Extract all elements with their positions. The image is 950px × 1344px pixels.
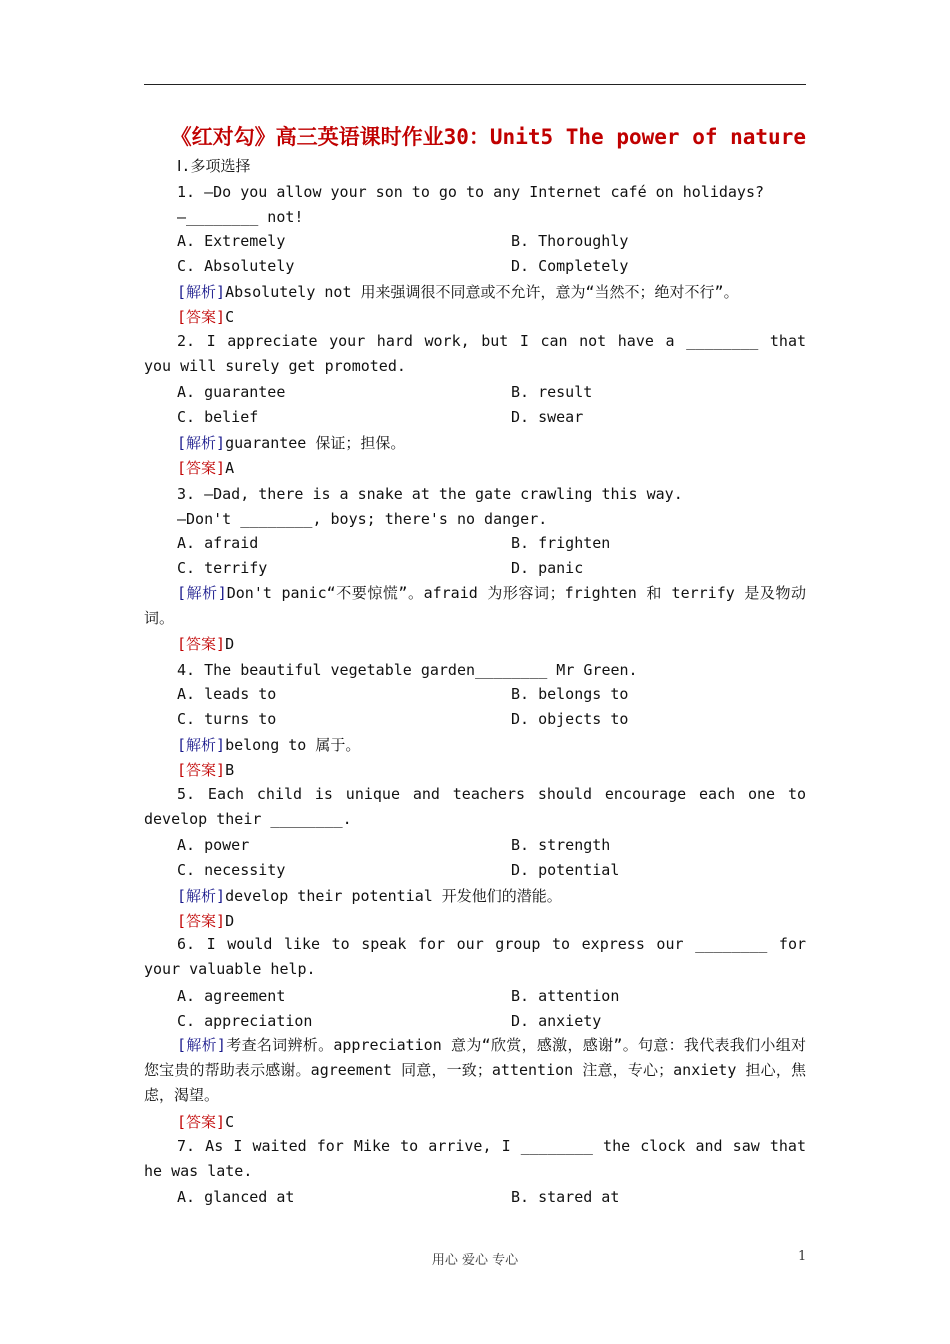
q2-option-a: A. guarantee	[177, 383, 286, 401]
q2-stem: 2. I appreciate your hard work, but I can not have a ________ that you will surely get promoted.	[144, 332, 806, 375]
q3-reply: —Don't ________, boys; there's no danger.	[177, 510, 548, 528]
q1-option-a: A. Extremely	[177, 232, 286, 250]
q5-explanation	[177, 886, 562, 906]
q2-explanation	[177, 433, 405, 453]
q6-option-b: B. attention	[511, 987, 620, 1005]
page-number: 1	[798, 1249, 807, 1264]
q5-option-c: C. necessity	[177, 861, 286, 879]
explanation-tag: [解析]	[177, 1036, 226, 1054]
q4-option-d: D. objects to	[511, 710, 629, 728]
explanation-text: Absolutely not 用来强调很不同意或不允许，意为“当然不；绝对不行”。	[225, 283, 739, 301]
q1-option-d: D. Completely	[511, 257, 629, 275]
q4-option-c: C. turns to	[177, 710, 277, 728]
q5-option-d: D. potential	[511, 861, 620, 879]
q2-option-d: D. swear	[511, 408, 584, 426]
answer-text: C	[225, 1113, 235, 1131]
q7-option-a: A. glanced at	[177, 1188, 295, 1206]
answer-text: C	[225, 308, 235, 326]
answer-text: D	[225, 635, 235, 653]
explanation-text: Don't panic“不要惊慌”。afraid 为形容词；frighten 和 terrify 是及物动词。	[144, 584, 807, 627]
q4-option-b: B. belongs to	[511, 685, 629, 703]
q1-reply: —________ not!	[177, 208, 304, 226]
q3-option-c: C. terrify	[177, 559, 268, 577]
q3-option-d: D. panic	[511, 559, 584, 577]
q1-option-c: C. Absolutely	[177, 257, 295, 275]
q2-answer	[177, 458, 234, 478]
answer-text: A	[225, 459, 235, 477]
q5-answer	[177, 911, 234, 931]
explanation-text: develop their potential 开发他们的潜能。	[225, 887, 562, 905]
q1-option-b: B. Thoroughly	[511, 232, 629, 250]
answer-tag: [答案]	[177, 459, 226, 477]
q7-stem: 7. As I waited for Mike to arrive, I ________ the clock and saw that he was late.	[144, 1137, 806, 1180]
q1-stem: 1. —Do you allow your son to go to any Internet café on holidays?	[177, 183, 764, 201]
q1-answer	[177, 307, 234, 327]
header-rule	[144, 84, 806, 85]
q2-option-b: B. result	[511, 383, 593, 401]
answer-tag: [答案]	[177, 1113, 226, 1131]
q5-stem: 5. Each child is unique and teachers should encourage each one to develop their ________.	[144, 785, 806, 828]
q6-stem: 6. I would like to speak for our group to express our ________ for your valuable help.	[144, 935, 806, 978]
q6-option-d: D. anxiety	[511, 1012, 602, 1030]
q3-option-a: A. afraid	[177, 534, 259, 552]
explanation-tag: [解析]	[177, 887, 226, 905]
explanation-tag: [解析]	[177, 434, 226, 452]
q5-option-a: A. power	[177, 836, 250, 854]
q2-option-c: C. belief	[177, 408, 259, 426]
explanation-text: belong to 属于。	[225, 736, 361, 754]
q6-answer	[177, 1112, 234, 1132]
q4-explanation	[177, 735, 360, 755]
q6-option-c: C. appreciation	[177, 1012, 313, 1030]
q3-explanation	[144, 581, 806, 631]
answer-tag: [答案]	[177, 635, 226, 653]
q1-explanation	[177, 282, 739, 302]
q6-explanation	[144, 1033, 806, 1108]
explanation-text: guarantee 保证；担保。	[225, 434, 406, 452]
q5-option-b: B. strength	[511, 836, 611, 854]
page-title: 《红对勾》高三英语课时作业30：Unit5 The power of nature	[170, 125, 806, 149]
answer-tag: [答案]	[177, 308, 226, 326]
answer-tag: [答案]	[177, 761, 226, 779]
answer-tag: [答案]	[177, 912, 226, 930]
explanation-tag: [解析]	[177, 736, 226, 754]
answer-text: D	[225, 912, 235, 930]
q7-option-b: B. stared at	[511, 1188, 620, 1206]
answer-text: B	[225, 761, 235, 779]
q4-answer	[177, 760, 234, 780]
section-heading: Ⅰ.多项选择	[177, 157, 251, 175]
q6-option-a: A. agreement	[177, 987, 286, 1005]
explanation-tag: [解析]	[177, 283, 226, 301]
q3-option-b: B. frighten	[511, 534, 611, 552]
explanation-text: 考查名词辨析。appreciation 意为“欣赏，感激，感谢”。句意：我代表我们小组对您宝贵的帮助表示感谢。agreement 同意，一致；attention 注意，专心；anxiety 担心，焦虑，渴望。	[144, 1036, 807, 1104]
page-footer: 用心 爱心 专心	[431, 1253, 519, 1268]
q3-stem: 3. —Dad, there is a snake at the gate crawling this way.	[177, 485, 683, 503]
q4-option-a: A. leads to	[177, 685, 277, 703]
q3-answer	[177, 634, 234, 654]
q4-stem: 4. The beautiful vegetable garden________ Mr Green.	[177, 661, 638, 679]
explanation-tag: [解析]	[177, 584, 227, 602]
